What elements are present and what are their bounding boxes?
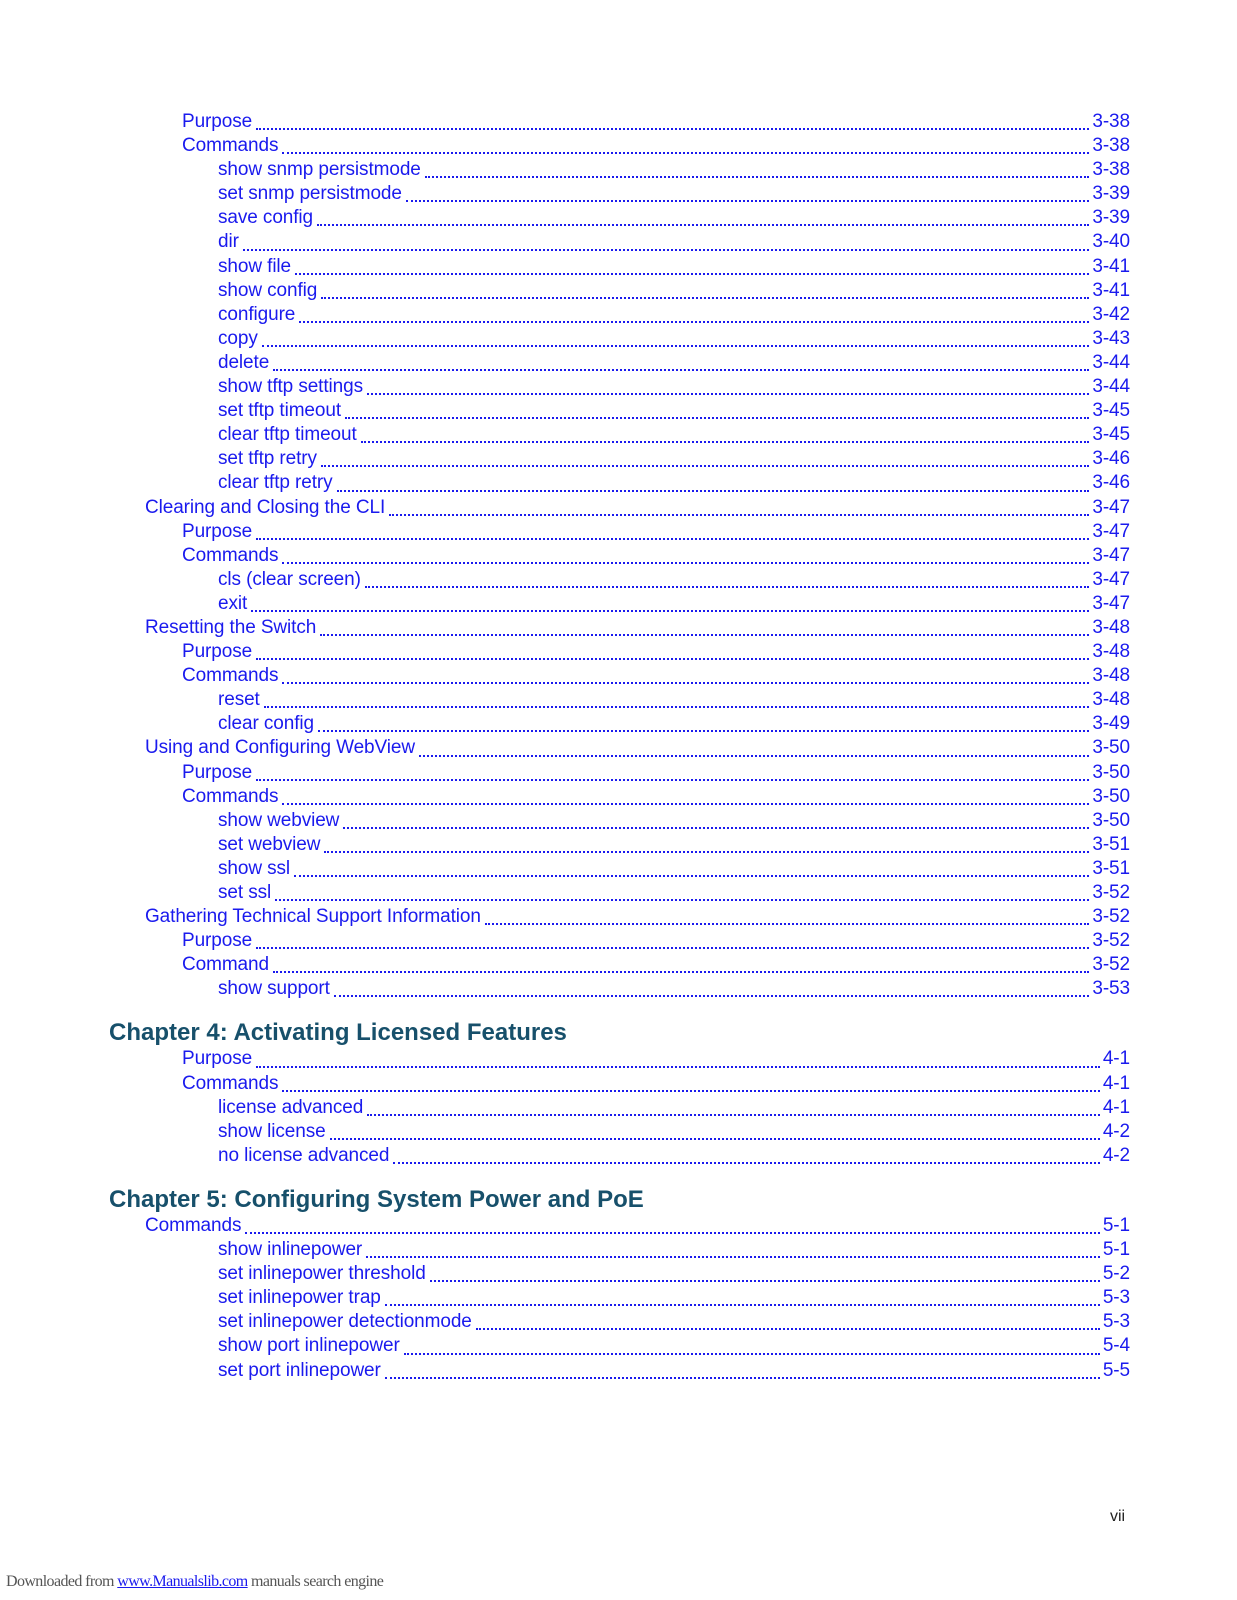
toc-entry-label: configure [218, 303, 296, 325]
dot-leader [324, 851, 1089, 853]
toc-entry[interactable] [0, 882, 1237, 906]
toc-entry-page: 3-50 [1092, 809, 1130, 831]
toc-entry[interactable] [0, 497, 1237, 521]
toc-entry-label: set tftp timeout [218, 400, 342, 422]
toc-entry[interactable] [0, 593, 1237, 617]
toc-entry-label: Purpose [182, 1048, 253, 1070]
toc-entry-page: 5-1 [1102, 1214, 1130, 1236]
toc-entry[interactable] [0, 1145, 1237, 1169]
footer-suffix: manuals search engine [247, 1573, 384, 1590]
toc-entry[interactable] [0, 183, 1237, 207]
toc-entry[interactable] [0, 472, 1237, 496]
toc-entry-page: 3-39 [1092, 183, 1130, 205]
toc-entry-label: save config [218, 207, 314, 229]
toc-entry-label: clear tftp retry [218, 472, 333, 494]
dot-leader [282, 562, 1089, 564]
toc-entry[interactable] [0, 448, 1237, 472]
toc-entry[interactable] [0, 1335, 1237, 1359]
toc-entry-page: 3-48 [1092, 616, 1130, 638]
toc-entry-page: 3-52 [1092, 954, 1130, 976]
toc-entry-label: Commands [182, 1072, 279, 1094]
toc-entry[interactable] [0, 858, 1237, 882]
toc-entry-page: 3-39 [1092, 207, 1130, 229]
dot-leader [367, 1114, 1100, 1116]
toc-entry-label: no license advanced [218, 1144, 390, 1166]
dot-leader [419, 755, 1089, 757]
dot-leader [430, 1280, 1100, 1282]
dot-leader [345, 417, 1089, 419]
dot-leader [275, 899, 1089, 901]
toc-entry-label: set ssl [218, 882, 272, 903]
toc-entry-page: 3-48 [1092, 665, 1130, 687]
toc-entry-label: show file [218, 255, 292, 277]
toc-entry-page: 3-47 [1092, 496, 1130, 518]
toc-entry[interactable] [0, 111, 1237, 135]
toc-entry[interactable] [0, 1311, 1237, 1335]
dot-leader [282, 803, 1089, 805]
toc-entry-label: set tftp retry [218, 448, 317, 470]
toc-entry-label: show config [218, 279, 318, 301]
dot-leader [256, 658, 1089, 660]
toc-entry-page: 5-1 [1102, 1239, 1130, 1261]
toc-entry-page: 3-51 [1092, 857, 1130, 879]
toc-entry-label: Commands [182, 544, 279, 566]
toc-entry-page: 3-53 [1092, 978, 1130, 1000]
toc-entry[interactable] [0, 280, 1237, 304]
toc-entry-label: set inlinepower detectionmode [218, 1311, 472, 1333]
dot-leader [282, 682, 1089, 684]
toc-entry-label: Clearing and Closing the CLI [145, 496, 386, 518]
toc-entry-label: set webview [218, 833, 321, 855]
toc-entry-page: 3-48 [1092, 689, 1130, 711]
toc-entry-label: set snmp persistmode [218, 183, 402, 205]
toc-entry-label: copy [218, 327, 258, 349]
toc-entry[interactable] [0, 376, 1237, 400]
dot-leader [320, 634, 1089, 636]
toc-entry-label: show ssl [218, 857, 291, 879]
toc-entry[interactable] [0, 1239, 1237, 1263]
dot-leader [406, 200, 1090, 202]
toc-entry-label: show webview [218, 809, 340, 831]
toc-entry[interactable] [0, 231, 1237, 255]
toc-entry-page: 3-41 [1092, 255, 1130, 277]
toc-entry[interactable] [0, 665, 1237, 689]
dot-leader [485, 923, 1090, 925]
toc-entry-page: 3-47 [1092, 592, 1130, 614]
toc-entry-page: 3-42 [1092, 303, 1130, 325]
toc-entry-label: Purpose [182, 761, 253, 783]
toc-entry-page: 3-38 [1092, 135, 1130, 157]
toc-entry-page: 3-44 [1092, 351, 1130, 373]
toc-entry-page: 3-47 [1092, 520, 1130, 542]
dot-leader [264, 706, 1090, 708]
dot-leader [251, 610, 1089, 612]
toc-entry-label: Purpose [182, 520, 253, 542]
dot-leader [262, 345, 1090, 347]
toc-entry[interactable] [0, 617, 1237, 641]
toc-entry-label: Commands [182, 665, 279, 687]
toc-entry-page: 4-1 [1102, 1048, 1130, 1070]
dot-leader [256, 538, 1089, 540]
toc-entry-label: cls (clear screen) [218, 568, 361, 590]
toc-entry[interactable] [0, 1360, 1237, 1384]
toc-entry[interactable] [0, 328, 1237, 352]
dot-leader [243, 249, 1090, 251]
toc-entry[interactable] [0, 1121, 1237, 1145]
dot-leader [334, 995, 1090, 997]
toc-entry[interactable] [0, 135, 1237, 159]
toc-entry-page: 3-38 [1092, 159, 1130, 181]
toc-entry-page: 5-4 [1102, 1335, 1130, 1357]
dot-leader [273, 369, 1089, 371]
chapter-spacer [0, 1169, 1237, 1185]
dot-leader [273, 971, 1089, 973]
dot-leader [318, 730, 1089, 732]
toc-entry-label: show support [218, 978, 330, 1000]
page-number: vii [1110, 1508, 1126, 1525]
toc-entry-label: show tftp settings [218, 376, 363, 398]
toc-entry-page: 3-40 [1092, 231, 1130, 253]
toc-entry-page: 5-2 [1102, 1263, 1130, 1285]
dot-leader [321, 297, 1089, 299]
toc-entry[interactable] [0, 713, 1237, 737]
toc-entry-page: 5-3 [1102, 1311, 1130, 1333]
toc-entry-page: 3-38 [1092, 111, 1130, 132]
toc-entry-label: Resetting the Switch [145, 616, 317, 638]
toc-entry-page: 3-47 [1092, 544, 1130, 566]
toc-section-chapter-4 [0, 1048, 1237, 1168]
toc-entry-page: 3-50 [1092, 785, 1130, 807]
toc-entry-label: Using and Configuring WebView [145, 737, 415, 759]
toc-entry-page: 4-2 [1102, 1144, 1130, 1166]
dot-leader [343, 827, 1089, 829]
toc-entry-page: 3-52 [1092, 930, 1130, 952]
toc-entry[interactable] [0, 1263, 1237, 1287]
toc-entry[interactable] [0, 1287, 1237, 1311]
toc-entry[interactable] [0, 256, 1237, 280]
toc-entry-label: show snmp persistmode [218, 159, 421, 181]
toc-entry-page: 3-50 [1092, 761, 1130, 783]
toc-entry[interactable] [0, 1097, 1237, 1121]
toc-entry[interactable] [0, 1215, 1237, 1239]
dot-leader [476, 1328, 1100, 1330]
dot-leader [385, 1304, 1100, 1306]
toc-entry-label: Commands [182, 135, 279, 157]
toc-entry-label: reset [218, 689, 260, 711]
toc-entry-label: clear config [218, 713, 314, 735]
toc-entry-label: show port inlinepower [218, 1335, 400, 1357]
toc-entry[interactable] [0, 207, 1237, 231]
toc-entry-page: 3-41 [1092, 279, 1130, 301]
toc-entry-page: 3-44 [1092, 376, 1130, 398]
toc-entry-page: 5-5 [1102, 1359, 1130, 1381]
chapter-4-heading[interactable]: Chapter 4: Activating Licensed Features [109, 1019, 567, 1047]
toc-entry[interactable] [0, 954, 1237, 978]
dot-leader [256, 1066, 1100, 1068]
toc-entry-label: Gathering Technical Support Information [145, 906, 481, 928]
dot-leader [317, 224, 1089, 226]
dot-leader [337, 490, 1090, 492]
toc-entry-page: 5-3 [1102, 1287, 1130, 1309]
toc-entry-label: Command [182, 954, 269, 976]
dot-leader [282, 152, 1089, 154]
toc-entry-page: 3-50 [1092, 737, 1130, 759]
toc-entry[interactable] [0, 762, 1237, 786]
toc-entry[interactable] [0, 978, 1237, 1002]
dot-leader [393, 1162, 1099, 1164]
toc-entry-page: 3-45 [1092, 424, 1130, 446]
dot-leader [361, 441, 1090, 443]
toc-entry-label: show license [218, 1120, 326, 1142]
toc-entry-label: show inlinepower [218, 1239, 363, 1261]
toc-entry[interactable] [0, 1073, 1237, 1097]
toc-entry-label: delete [218, 351, 270, 373]
toc-entry-page: 3-52 [1092, 906, 1130, 928]
dot-leader [282, 1090, 1099, 1092]
toc-entry[interactable] [0, 1048, 1237, 1072]
toc-entry[interactable] [0, 786, 1237, 810]
toc-section-chapter-5 [0, 1215, 1237, 1384]
dot-leader [256, 128, 1089, 130]
dot-leader [299, 321, 1089, 323]
toc-entry-page: 4-1 [1102, 1096, 1130, 1118]
dot-leader [366, 1256, 1100, 1258]
toc-entry-label: Commands [182, 785, 279, 807]
toc-entry[interactable] [0, 304, 1237, 328]
toc-entry-label: set inlinepower trap [218, 1287, 381, 1309]
toc-entry-page: 3-43 [1092, 327, 1130, 349]
toc-section-chapter-3-continued [0, 111, 1237, 1002]
dot-leader [330, 1138, 1100, 1140]
chapter-spacer [0, 1002, 1237, 1018]
toc-entry[interactable] [0, 834, 1237, 858]
toc-entry-label: set port inlinepower [218, 1359, 381, 1381]
toc-entry[interactable] [0, 641, 1237, 665]
dot-leader [256, 779, 1089, 781]
dot-leader [321, 465, 1089, 467]
dot-leader [365, 586, 1090, 588]
toc-entry-page: 3-51 [1092, 833, 1130, 855]
dot-leader [425, 176, 1090, 178]
toc-entry-label: dir [218, 231, 239, 253]
dot-leader [245, 1232, 1099, 1234]
toc-entry[interactable] [0, 930, 1237, 954]
toc-entry-page: 3-46 [1092, 448, 1130, 470]
toc-entry[interactable] [0, 545, 1237, 569]
toc-entry[interactable] [0, 400, 1237, 424]
toc-entry-label: license advanced [218, 1096, 364, 1118]
toc-entry[interactable] [0, 159, 1237, 183]
toc-entry-label: Commands [145, 1214, 242, 1236]
dot-leader [367, 393, 1089, 395]
chapter-5-heading[interactable]: Chapter 5: Configuring System Power and PoE [109, 1185, 644, 1213]
toc-entry-page: 3-52 [1092, 882, 1130, 903]
dot-leader [294, 875, 1089, 877]
toc-entry-label: clear tftp timeout [218, 424, 357, 446]
dot-leader [385, 1377, 1100, 1379]
toc-entry-page: 3-47 [1092, 568, 1130, 590]
table-of-contents [0, 111, 1237, 1384]
dot-leader [256, 947, 1089, 949]
toc-entry-label: exit [218, 592, 248, 614]
toc-entry-page: 3-46 [1092, 472, 1130, 494]
toc-entry-page: 4-2 [1102, 1120, 1130, 1142]
download-footer [6, 1573, 383, 1591]
dot-leader [404, 1353, 1100, 1355]
toc-entry[interactable] [0, 424, 1237, 448]
toc-entry-page: 3-49 [1092, 713, 1130, 735]
toc-entry-label: set inlinepower threshold [218, 1263, 426, 1285]
toc-entry-label: Purpose [182, 641, 253, 663]
toc-entry-page: 4-1 [1102, 1072, 1130, 1094]
manualslib-link[interactable]: www.Manualslib.com [117, 1573, 248, 1590]
toc-entry-label: Purpose [182, 111, 253, 132]
dot-leader [389, 514, 1089, 516]
toc-entry-page: 3-48 [1092, 641, 1130, 663]
toc-entry[interactable] [0, 569, 1237, 593]
toc-entry[interactable] [0, 352, 1237, 376]
dot-leader [295, 273, 1089, 275]
toc-entry[interactable] [0, 810, 1237, 834]
toc-entry[interactable] [0, 906, 1237, 930]
toc-entry-page: 3-45 [1092, 400, 1130, 422]
toc-entry[interactable] [0, 689, 1237, 713]
toc-entry-label: Purpose [182, 930, 253, 952]
footer-prefix: Downloaded from [6, 1573, 118, 1590]
toc-entry[interactable] [0, 737, 1237, 761]
toc-entry[interactable] [0, 521, 1237, 545]
